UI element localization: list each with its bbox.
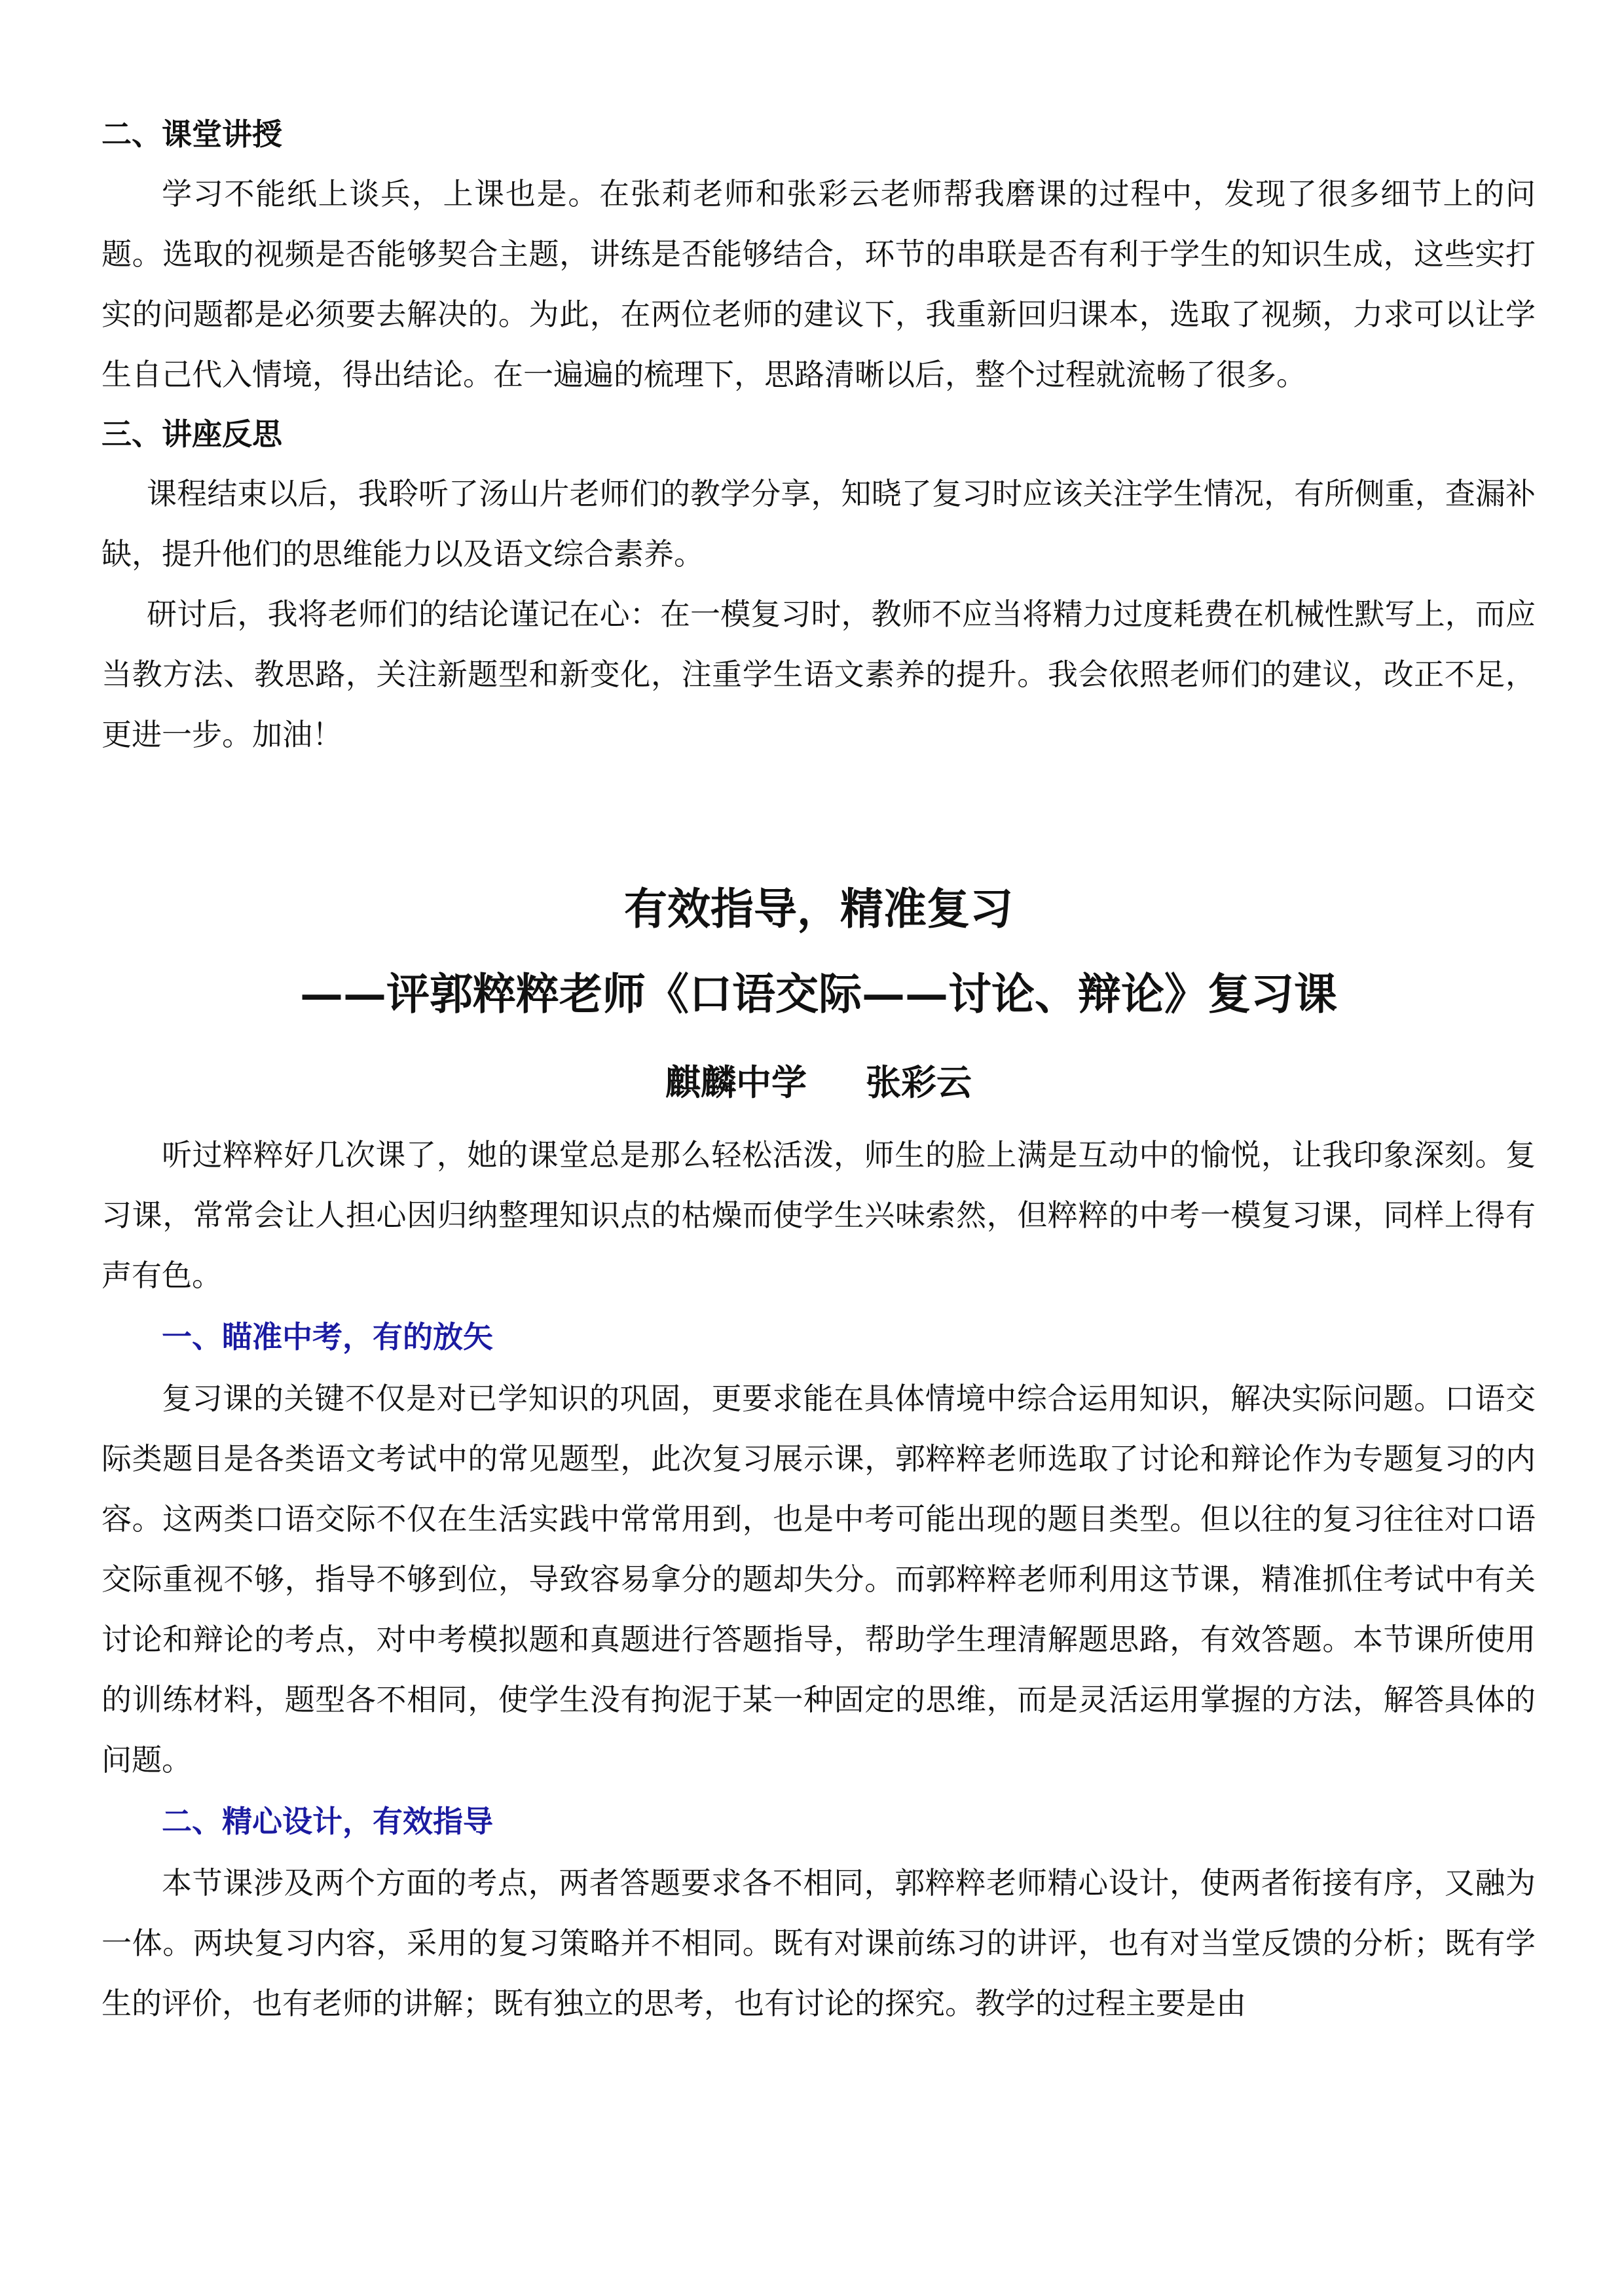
- article-point-2-heading: 二、精心设计，有效指导: [162, 1804, 493, 1839]
- section-spacer: [101, 765, 1536, 869]
- article-point-1-paragraph: 复习课的关键不仅是对已学知识的巩固，更要求能在具体情境中综合运用知识，解决实际问题。口语交际类题目是各类语文考试中的常见题型，此次复习展示课，郭粹粹老师选取了讨论和辩论作为专题复习的内容。这两类口语交际不仅在生活实践中常常用到，也是中考可能出现的题目类型。但以往的复习往往对口语交际重视不够，指导不够到位，导致容易拿分的题却失分。而郭粹粹老师利用这节课，精准抓住考试中有关讨论和辩论的考点，对中考模拟题和真题进行答题指导，帮助学生理清解题思路，有效答题。本节课所使用的训练材料，题型各不相同，使学生没有拘泥于某一种固定的思维，而是灵活运用掌握的方法，解答具体的问题。: [101, 1381, 1536, 1777]
- section-lecture-paragraph: 学习不能纸上谈兵，上课也是。在张莉老师和张彩云老师帮我磨课的过程中，发现了很多细节上的问题。选取的视频是否能够契合主题，讲练是否能够结合，环节的串联是否有利于学生的知识生成，这些实打实的问题都是必须要去解决的。为此，在两位老师的建议下，我重新回归课本，选取了视频，力求可以让学生自己代入情境，得出结论。在一遍遍的梳理下，思路清晰以后，整个过程就流畅了很多。: [101, 176, 1536, 392]
- article-point-2-paragraph: 本节课涉及两个方面的考点，两者答题要求各不相同，郭粹粹老师精心设计，使两者衔接有序，又融为一体。两块复习内容，采用的复习策略并不相同。既有对课前练习的讲评，也有对当堂反馈的分析；既有学生的评价，也有老师的讲解；既有独立的思考，也有讨论的探究。教学的过程主要是由: [101, 1865, 1536, 2021]
- section-reflection-paragraph-2: 研讨后，我将老师们的结论谨记在心：在一模复习时，教师不应当将精力过度耗费在机械性默写上，而应当教方法、教思路，关注新题型和新变化，注重学生语文素养的提升。我会依照老师们的建议，改正不足，更进一步。加油！: [101, 596, 1536, 752]
- article-intro-paragraph: 听过粹粹好几次课了，她的课堂总是那么轻松活泼，师生的脸上满是互动中的愉悦，让我印象深刻。复习课，常常会让人担心因归纳整理知识点的枯燥而使学生兴味索然，但粹粹的中考一模复习课，同样上得有声有色。: [101, 1137, 1536, 1293]
- section-heading-reflection: 三、讲座反思: [101, 416, 282, 452]
- article-subtitle: ——评郭粹粹老师《口语交际——讨论、辩论》复习课: [300, 968, 1337, 1019]
- author-school: 麒麟中学: [665, 1061, 807, 1103]
- article-title: 有效指导，精准复习: [624, 883, 1013, 934]
- section-reflection-paragraph-1: 课程结束以后，我聆听了汤山片老师们的教学分享，知晓了复习时应该关注学生情况，有所侧重，查漏补缺，提升他们的思维能力以及语文综合素养。: [101, 476, 1536, 572]
- article-byline: [101, 1040, 1536, 1125]
- section-heading-lecture: 二、课堂讲授: [101, 117, 282, 152]
- document-content: [101, 105, 1536, 2033]
- author-name: 张彩云: [866, 1061, 972, 1103]
- article-point-1-heading: 一、瞄准中考，有的放矢: [162, 1319, 493, 1355]
